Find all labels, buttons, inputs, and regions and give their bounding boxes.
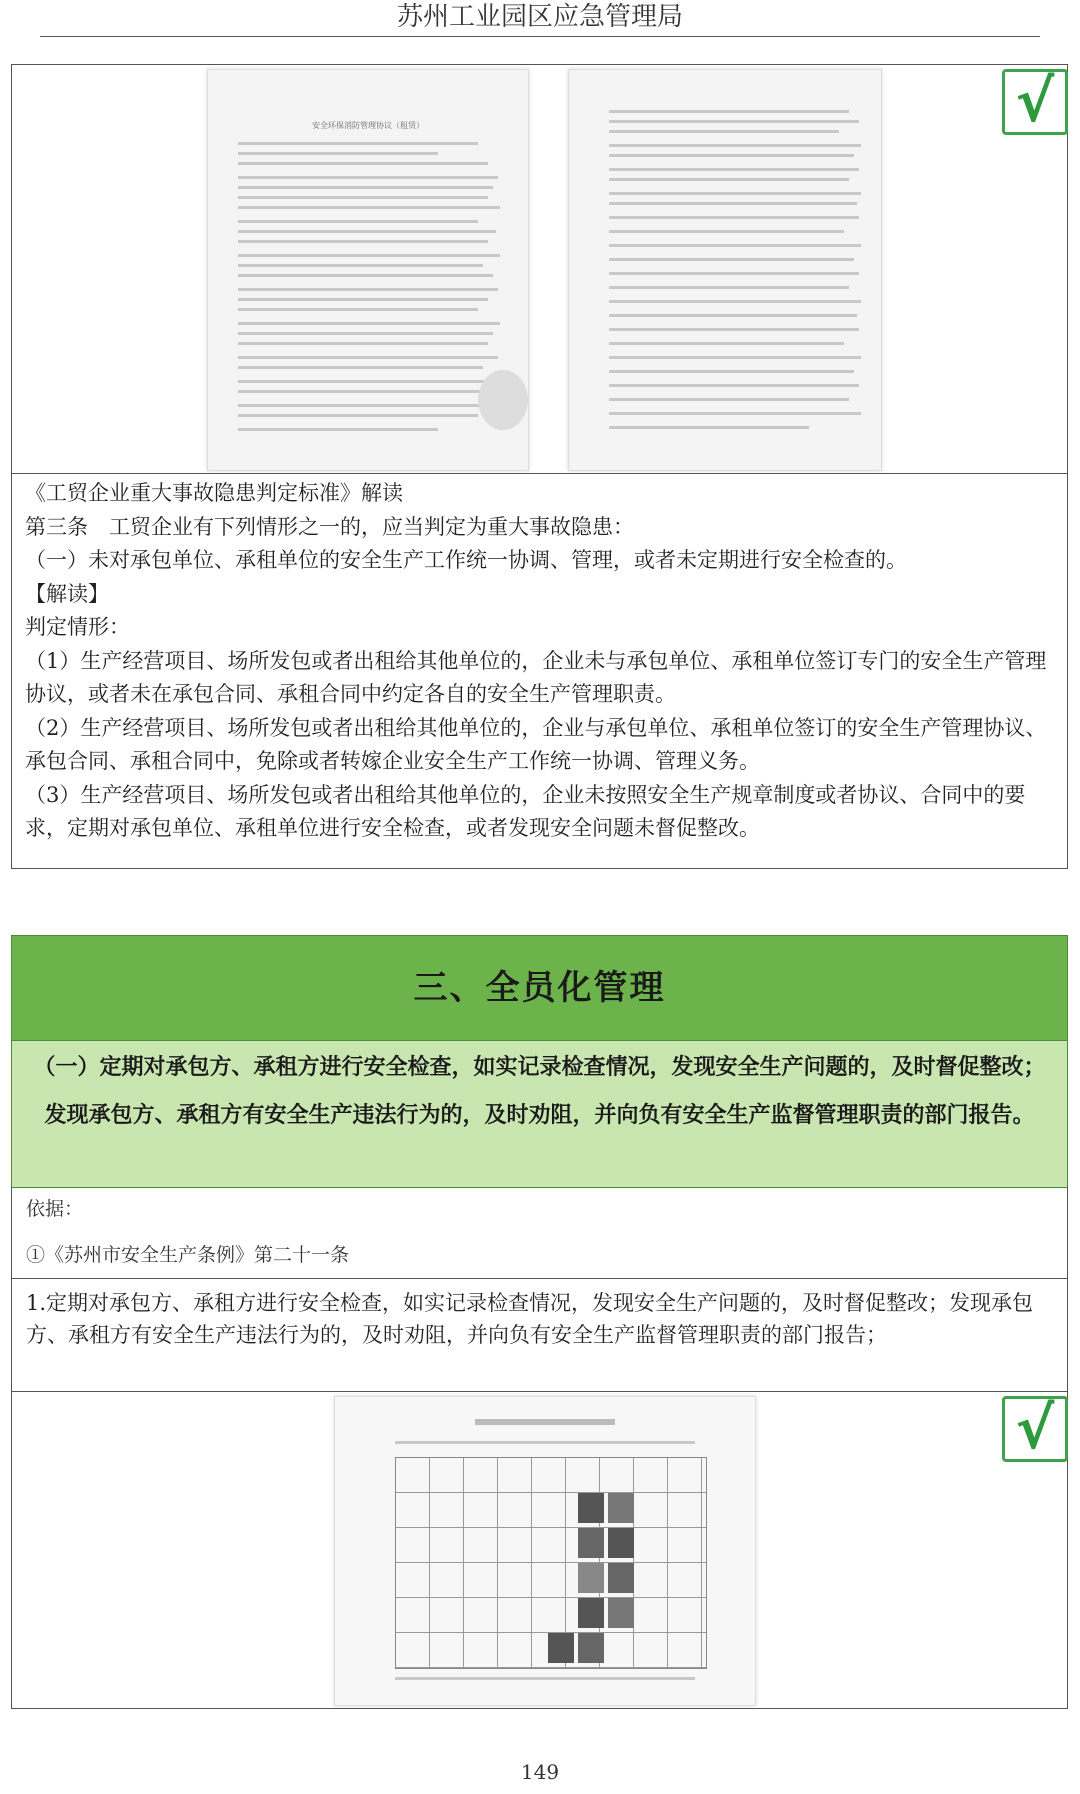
inspection-photo — [578, 1493, 604, 1523]
article-three: 第三条 工贸企业有下列情形之一的，应当判定为重大事故隐患： — [25, 514, 634, 539]
example-image-panel — [11, 64, 1068, 474]
inspection-photo — [608, 1493, 634, 1523]
standard-heading: 《工贸企业重大事故隐患判定标准》解读 — [25, 481, 403, 505]
case-item: （1）生产经营项目、场所发包或者出租给其他单位的，企业未与承包单位、承租单位签订专门的安全生产管理协议，或者未在承包合同、承租合同中约定各自的安全生产管理职责。 — [25, 648, 1047, 706]
agreement-document-title: 安全环保消防管理协议（租赁） — [312, 121, 424, 130]
interpretation-label: 【解读】 — [25, 581, 109, 606]
basis-item-row — [11, 1231, 1068, 1279]
inspection-photo — [608, 1598, 634, 1628]
section-banner-title: 三、全员化管理 — [11, 935, 1068, 1041]
case-item: （2）生产经营项目、场所发包或者出租给其他单位的，企业与承包单位、承租单位签订的安全生产管理协议、承包合同、承租合同中，免除或者转嫁企业安全生产工作统一协调、管理义务。 — [25, 715, 1047, 773]
inspection-photo — [578, 1633, 604, 1663]
checkmark-icon: √ — [1002, 1396, 1068, 1462]
agreement-page-image-left — [207, 69, 529, 471]
inspection-photo — [608, 1528, 634, 1558]
basis-label-row — [11, 1187, 1068, 1231]
judgement-label: 判定情形： — [25, 615, 130, 639]
inspection-photo — [548, 1633, 574, 1663]
basis-label: 依据： — [26, 1198, 84, 1220]
inspection-record-image — [334, 1396, 756, 1706]
requirement-statement: （一）定期对承包方、承租方进行安全检查，如实记录检查情况，发现安全生产问题的，及时督促整改；发现承包方、承租方有安全生产违法行为的，及时劝阻，并向负有安全生产监督管理职责的部门报告。 — [11, 1040, 1068, 1188]
header-divider — [40, 36, 1040, 37]
page-header-title: 苏州工业园区应急管理局 — [396, 2, 683, 32]
agreement-page-image-right — [568, 69, 882, 471]
official-seal-image — [478, 370, 528, 430]
inspection-photo — [578, 1563, 604, 1593]
page-number: 149 — [520, 1760, 560, 1784]
clause-text: 1.定期对承包方、承租方进行安全检查，如实记录检查情况，发现安全生产问题的，及时督促整改；发现承包方、承租方有安全生产违法行为的，及时劝阻，并向负有安全生产监督管理职责的部门报告； — [26, 1291, 1034, 1347]
inspection-photo — [608, 1563, 634, 1593]
basis-regulation: ①《苏州市安全生产条例》第二十一条 — [26, 1244, 350, 1266]
inspection-image-panel — [11, 1391, 1068, 1709]
clause-row — [11, 1279, 1068, 1392]
article-item-one: （一）未对承包单位、承租单位的安全生产工作统一协调、管理，或者未定期进行安全检查的。 — [25, 548, 907, 572]
inspection-photo — [578, 1598, 604, 1628]
interpretation-text — [25, 477, 1057, 846]
inspection-photo — [578, 1528, 604, 1558]
case-item: （3）生产经营项目、场所发包或者出租给其他单位的，企业未按照安全生产规章制度或者协议、合同中的要求，定期对承包单位、承租单位进行安全检查，或者发现安全问题未督促整改。 — [25, 782, 1026, 840]
checkmark-icon: √ — [1002, 69, 1068, 135]
